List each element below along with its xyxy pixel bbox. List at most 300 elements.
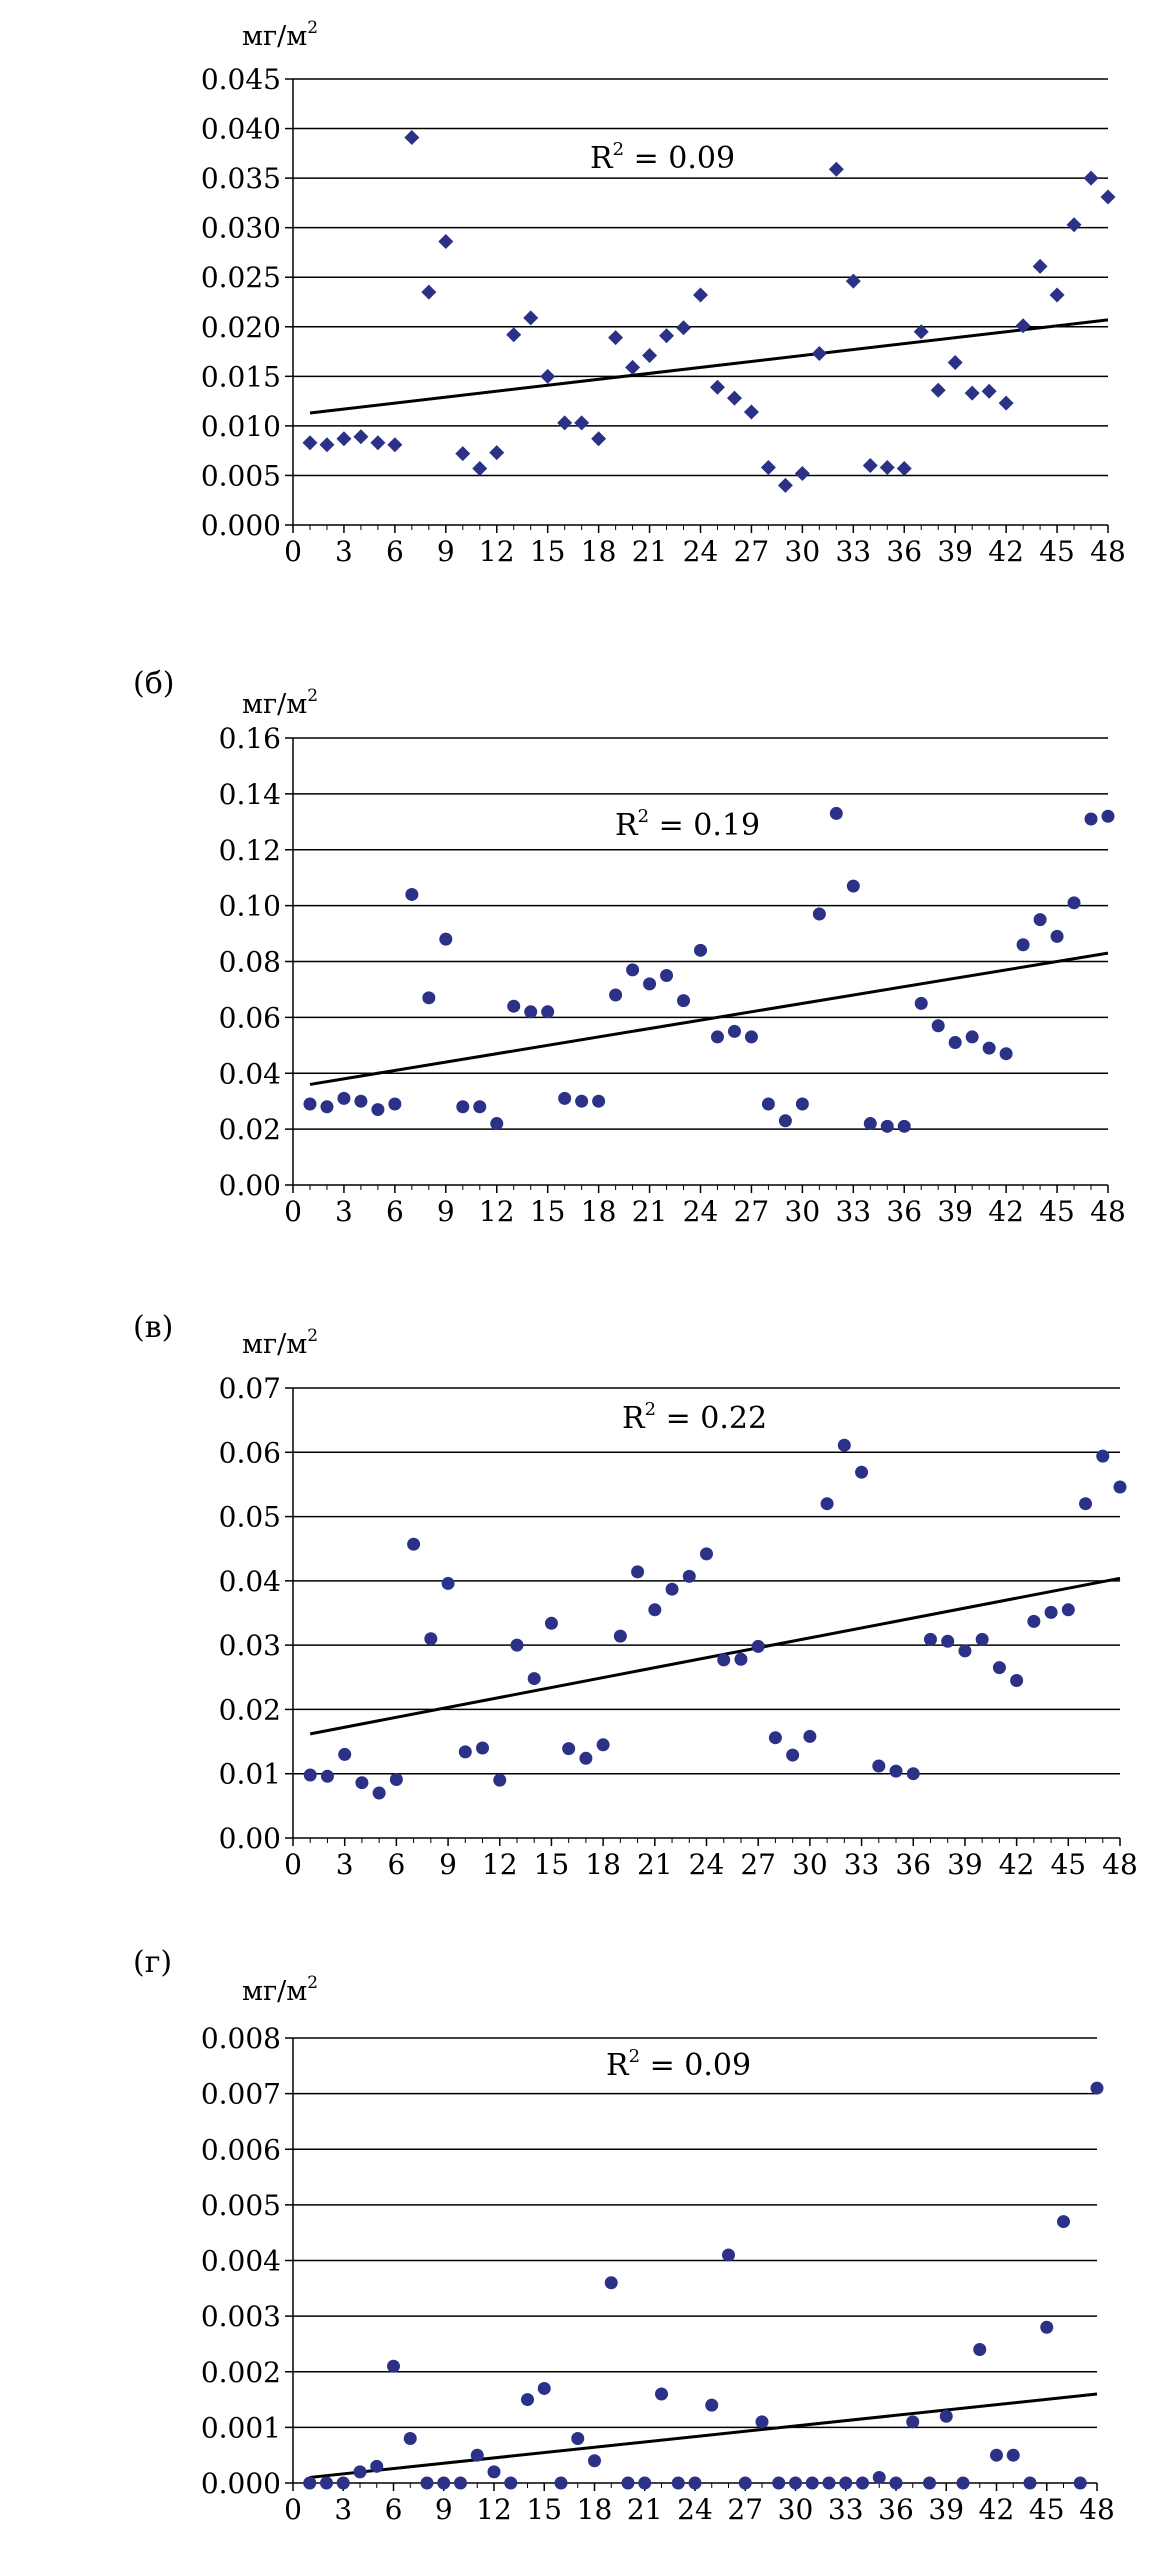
data-point [538, 2382, 551, 2395]
data-point [812, 346, 827, 361]
data-point [337, 1092, 350, 1105]
y-tick-label: 0.001 [200, 2411, 281, 2445]
y-tick-label: 0.14 [218, 777, 281, 811]
unit-label [242, 1973, 318, 2007]
data-point [756, 2415, 769, 2428]
data-point [923, 2477, 936, 2490]
x-tick-label: 33 [827, 2493, 864, 2526]
unit-label-text: мг/м [242, 1329, 308, 1360]
data-point [597, 1738, 610, 1751]
x-tick-label: 39 [928, 2493, 965, 2526]
y-tick-label: 0.002 [200, 2355, 281, 2389]
x-tick-label: 45 [1028, 2493, 1065, 2526]
unit-label-superscript: 2 [307, 1326, 319, 1346]
x-tick-label: 18 [580, 1195, 617, 1228]
x-tick-label: 3 [335, 1195, 353, 1228]
data-point [676, 320, 691, 335]
x-tick-label: 24 [682, 535, 719, 568]
data-point [693, 288, 708, 303]
data-point [941, 1635, 954, 1648]
data-point [906, 2415, 919, 2428]
x-tick-label: 0 [284, 1848, 302, 1881]
x-tick-label: 12 [476, 2493, 512, 2526]
panel-label: (г) [133, 1945, 173, 1980]
data-point [373, 1787, 386, 1800]
x-tick-label: 24 [677, 2493, 713, 2526]
data-point [320, 1100, 333, 1113]
data-point [1027, 1615, 1040, 1628]
data-point [829, 162, 844, 177]
data-point [353, 429, 368, 444]
y-tick-label: 0.005 [200, 459, 281, 493]
data-point [422, 991, 435, 1004]
y-tick-label: 0.00 [218, 1169, 281, 1202]
x-tick-label: 27 [733, 1195, 770, 1228]
y-tick-label: 0.005 [200, 2188, 281, 2222]
y-tick-label: 0.01 [218, 1757, 281, 1791]
x-tick-label: 15 [526, 2493, 563, 2526]
x-tick-label: 9 [436, 1195, 455, 1228]
data-point [1084, 171, 1099, 186]
data-point [1033, 259, 1048, 274]
data-point [437, 2477, 450, 2490]
data-point [321, 1770, 334, 1783]
data-point [1062, 1603, 1075, 1616]
data-point [982, 384, 997, 399]
data-point [303, 2477, 316, 2490]
data-point [355, 1776, 368, 1789]
data-point [873, 2471, 886, 2484]
x-tick-label: 21 [631, 535, 668, 568]
y-tick-label: 0.020 [200, 310, 281, 344]
chart-panel-3 [133, 1945, 1115, 2526]
data-point [1079, 1497, 1092, 1510]
x-tick-label: 24 [682, 1195, 719, 1228]
data-point [659, 328, 674, 343]
data-point [823, 2477, 836, 2490]
r2-prefix: R [615, 808, 638, 843]
data-point [957, 2477, 970, 2490]
x-tick-label: 9 [439, 1848, 457, 1881]
data-point [672, 2477, 685, 2490]
data-point [404, 2432, 417, 2445]
data-point [337, 2477, 350, 2490]
data-point [493, 1774, 506, 1787]
y-tick-label: 0.06 [218, 1436, 281, 1470]
data-point [1010, 1674, 1023, 1687]
data-point [588, 2454, 601, 2467]
data-point [1091, 2082, 1104, 2095]
y-tick-label: 0.006 [200, 2133, 281, 2167]
data-point [795, 466, 810, 481]
x-tick-label: 30 [792, 1848, 828, 1881]
data-point [622, 2477, 635, 2490]
data-point [303, 1097, 316, 1110]
data-point [838, 1439, 851, 1452]
data-point [863, 458, 878, 473]
data-point [591, 431, 606, 446]
x-tick-label: 3 [335, 535, 353, 568]
x-tick-label: 30 [784, 535, 821, 568]
data-point [999, 396, 1014, 411]
data-point [370, 2460, 383, 2473]
r2-annotation [615, 806, 760, 843]
data-point [710, 380, 725, 395]
data-point [438, 234, 453, 249]
data-point [856, 2477, 869, 2490]
x-tick-label: 42 [978, 2493, 1015, 2526]
r2-prefix: R [622, 1401, 645, 1436]
x-tick-label: 27 [740, 1848, 777, 1881]
x-tick-label: 21 [636, 1848, 673, 1881]
y-tick-label: 0.003 [200, 2300, 281, 2334]
r2-value: = 0.09 [624, 141, 736, 176]
data-point [354, 2465, 367, 2478]
data-point [1114, 1481, 1127, 1494]
data-point [769, 1731, 782, 1744]
data-point [592, 1095, 605, 1108]
data-point [614, 1630, 627, 1643]
unit-label-superscript: 2 [307, 1973, 319, 1993]
x-tick-label: 42 [998, 1848, 1035, 1881]
data-point [786, 1749, 799, 1762]
x-tick-label: 36 [886, 1195, 923, 1228]
r2-annotation [622, 1399, 767, 1436]
x-tick-label: 0 [284, 535, 302, 568]
data-point [839, 2477, 852, 2490]
data-point [976, 1633, 989, 1646]
y-tick-label: 0.04 [218, 1564, 281, 1598]
data-point [931, 383, 946, 398]
x-tick-label: 30 [784, 1195, 821, 1228]
data-point [705, 2399, 718, 2412]
y-tick-label: 0.030 [200, 211, 281, 245]
data-point [1000, 1047, 1013, 1060]
x-tick-label: 27 [733, 535, 770, 568]
data-point [442, 1577, 455, 1590]
data-point [821, 1497, 834, 1510]
data-point [890, 1765, 903, 1778]
data-point [648, 1603, 661, 1616]
data-point [1101, 189, 1116, 204]
data-point [459, 1745, 472, 1758]
data-point [1024, 2477, 1037, 2490]
y-tick-label: 0.03 [218, 1629, 281, 1663]
data-point [898, 1120, 911, 1133]
y-tick-label: 0.02 [218, 1693, 281, 1727]
data-point [806, 2477, 819, 2490]
data-point [472, 461, 487, 476]
y-tick-label: 0.040 [200, 112, 281, 146]
r2-superscript: 2 [628, 2046, 641, 2067]
data-point [631, 1565, 644, 1578]
r2-value: = 0.19 [649, 808, 761, 843]
data-point [1085, 813, 1098, 826]
data-point [370, 435, 385, 450]
data-point [966, 1030, 979, 1043]
x-tick-label: 15 [529, 1195, 566, 1228]
data-point [528, 1672, 541, 1685]
y-tick-label: 0.008 [200, 2022, 281, 2055]
r2-annotation [590, 139, 735, 176]
x-tick-label: 21 [631, 1195, 668, 1228]
x-tick-label: 45 [1039, 535, 1075, 568]
data-point [655, 2388, 668, 2401]
data-point [557, 415, 572, 430]
data-point [907, 1767, 920, 1780]
data-point [728, 1025, 741, 1038]
data-point [439, 933, 452, 946]
chart-panel-2 [133, 1310, 1138, 1881]
data-point [722, 2248, 735, 2261]
data-point [1096, 1450, 1109, 1463]
data-point [579, 1752, 592, 1765]
data-point [1017, 938, 1030, 951]
data-point [302, 435, 317, 450]
unit-label-text: мг/м [242, 1976, 308, 2007]
data-point [1067, 217, 1082, 232]
data-point [1068, 896, 1081, 909]
data-point [404, 130, 419, 145]
data-point [421, 2477, 434, 2490]
data-point [625, 360, 640, 375]
y-tick-label: 0.12 [218, 833, 281, 867]
x-tick-label: 9 [436, 535, 455, 568]
data-point [772, 2477, 785, 2490]
x-tick-label: 12 [481, 1848, 518, 1881]
data-point [643, 977, 656, 990]
data-point [371, 1103, 384, 1116]
data-point [932, 1019, 945, 1032]
x-tick-label: 15 [529, 535, 566, 568]
data-point [880, 460, 895, 475]
data-point [571, 2432, 584, 2445]
data-point [689, 2477, 702, 2490]
y-tick-label: 0.04 [218, 1057, 281, 1091]
x-tick-label: 30 [777, 2493, 814, 2526]
data-point [320, 2477, 333, 2490]
data-point [958, 1644, 971, 1657]
data-point [1057, 2215, 1070, 2228]
y-tick-label: 0.05 [218, 1500, 281, 1534]
data-point [778, 478, 793, 493]
x-tick-label: 39 [937, 535, 974, 568]
data-point [1034, 913, 1047, 926]
data-point [745, 1030, 758, 1043]
data-point [354, 1095, 367, 1108]
unit-label-text: мг/м [242, 689, 308, 720]
data-point [555, 2477, 568, 2490]
data-point [813, 908, 826, 921]
x-tick-label: 48 [1090, 1195, 1126, 1228]
data-point [683, 1570, 696, 1583]
panel-label: (в) [133, 1310, 174, 1345]
data-point [488, 2465, 501, 2478]
data-point [924, 1633, 937, 1646]
x-tick-label: 3 [334, 2493, 353, 2526]
data-point [507, 1000, 520, 1013]
data-point [455, 446, 470, 461]
x-tick-label: 3 [335, 1848, 354, 1881]
data-point [504, 2477, 517, 2490]
data-point [973, 2343, 986, 2356]
data-point [476, 1742, 489, 1755]
data-point [847, 880, 860, 893]
r2-superscript: 2 [612, 139, 625, 160]
data-point [609, 989, 622, 1002]
data-point [897, 461, 912, 476]
data-point [727, 391, 742, 406]
x-tick-label: 21 [626, 2493, 663, 2526]
data-point [700, 1547, 713, 1560]
x-tick-label: 42 [988, 1195, 1024, 1228]
data-point [744, 405, 759, 420]
trend-line [310, 2394, 1097, 2477]
x-tick-label: 15 [533, 1848, 570, 1881]
x-tick-label: 0 [284, 2493, 302, 2526]
data-point [983, 1042, 996, 1055]
chart-panel-0 [201, 18, 1126, 568]
y-tick-label: 0.10 [218, 889, 281, 923]
data-point [1007, 2449, 1020, 2462]
r2-value: = 0.09 [640, 2048, 752, 2083]
data-point [949, 1036, 962, 1049]
data-point [762, 1097, 775, 1110]
y-tick-label: 0.000 [200, 509, 281, 542]
y-tick-label: 0.007 [200, 2077, 281, 2111]
data-point [473, 1100, 486, 1113]
trend-line [310, 953, 1108, 1084]
data-point [545, 1617, 558, 1630]
data-point [711, 1030, 724, 1043]
data-point [890, 2477, 903, 2490]
panel-label: (б) [133, 666, 175, 701]
data-point [993, 1661, 1006, 1674]
y-tick-label: 0.07 [218, 1372, 281, 1405]
x-tick-label: 45 [1039, 1195, 1075, 1228]
r2-prefix: R [590, 141, 613, 176]
r2-superscript: 2 [637, 806, 650, 827]
data-point [626, 963, 639, 976]
y-tick-label: 0.08 [218, 945, 281, 979]
data-point [421, 285, 436, 300]
data-point [1050, 288, 1065, 303]
r2-prefix: R [606, 2048, 629, 2083]
data-point [524, 1005, 537, 1018]
data-point [1102, 810, 1115, 823]
x-tick-label: 6 [385, 1195, 404, 1228]
data-point [319, 437, 334, 452]
data-point [734, 1653, 747, 1666]
x-tick-label: 27 [727, 2493, 764, 2526]
data-point [1074, 2477, 1087, 2490]
x-tick-label: 6 [385, 535, 404, 568]
chart-panel-1 [133, 666, 1126, 1228]
x-tick-label: 0 [284, 1195, 302, 1228]
data-point [940, 2410, 953, 2423]
data-point [990, 2449, 1003, 2462]
data-point [1040, 2321, 1053, 2334]
r2-superscript: 2 [644, 1399, 657, 1420]
data-point [830, 807, 843, 820]
data-point [803, 1730, 816, 1743]
x-tick-label: 45 [1050, 1848, 1087, 1881]
data-point [456, 1100, 469, 1113]
data-point [694, 944, 707, 957]
x-tick-label: 39 [937, 1195, 974, 1228]
unit-label-superscript: 2 [307, 686, 319, 706]
data-point [881, 1120, 894, 1133]
trend-line [310, 320, 1108, 413]
y-tick-label: 0.00 [218, 1822, 281, 1855]
data-point [407, 1538, 420, 1551]
trend-line [310, 1578, 1120, 1734]
y-tick-label: 0.06 [218, 1001, 281, 1035]
unit-label [242, 1326, 318, 1360]
data-point [739, 2477, 752, 2490]
data-point [540, 369, 555, 384]
y-tick-label: 0.045 [200, 63, 281, 96]
data-point [558, 1092, 571, 1105]
data-point [490, 1117, 503, 1130]
data-point [521, 2393, 534, 2406]
data-point [864, 1117, 877, 1130]
data-point [642, 348, 657, 363]
data-point [575, 1095, 588, 1108]
data-point [965, 386, 980, 401]
r2-annotation [606, 2046, 751, 2083]
data-point [541, 1005, 554, 1018]
data-point [523, 310, 538, 325]
y-tick-label: 0.16 [218, 722, 281, 755]
x-tick-label: 33 [835, 535, 872, 568]
data-point [388, 1097, 401, 1110]
x-tick-label: 33 [835, 1195, 872, 1228]
x-tick-label: 6 [387, 1848, 406, 1881]
data-point [779, 1114, 792, 1127]
y-tick-label: 0.000 [200, 2467, 281, 2500]
data-point [666, 1583, 679, 1596]
data-point [660, 969, 673, 982]
data-point [789, 2477, 802, 2490]
data-point [510, 1639, 523, 1652]
y-tick-label: 0.010 [200, 409, 281, 443]
data-point [872, 1760, 885, 1773]
data-point [1051, 930, 1064, 943]
x-tick-label: 12 [478, 535, 515, 568]
data-point [915, 997, 928, 1010]
x-tick-label: 42 [988, 535, 1024, 568]
y-tick-label: 0.02 [218, 1113, 281, 1147]
x-tick-label: 36 [878, 2493, 914, 2526]
x-tick-label: 39 [947, 1848, 983, 1881]
x-tick-label: 48 [1090, 535, 1126, 568]
data-point [846, 274, 861, 289]
x-tick-label: 24 [688, 1848, 725, 1881]
data-point [1045, 1606, 1058, 1619]
x-tick-label: 18 [580, 535, 617, 568]
data-point [796, 1097, 809, 1110]
unit-label [242, 18, 318, 52]
x-tick-label: 36 [895, 1848, 932, 1881]
data-point [304, 1769, 317, 1782]
y-tick-label: 0.015 [200, 360, 281, 394]
x-tick-label: 48 [1079, 2493, 1115, 2526]
unit-label-superscript: 2 [307, 18, 319, 38]
data-point [677, 994, 690, 1007]
data-point [489, 445, 504, 460]
x-tick-label: 18 [576, 2493, 613, 2526]
